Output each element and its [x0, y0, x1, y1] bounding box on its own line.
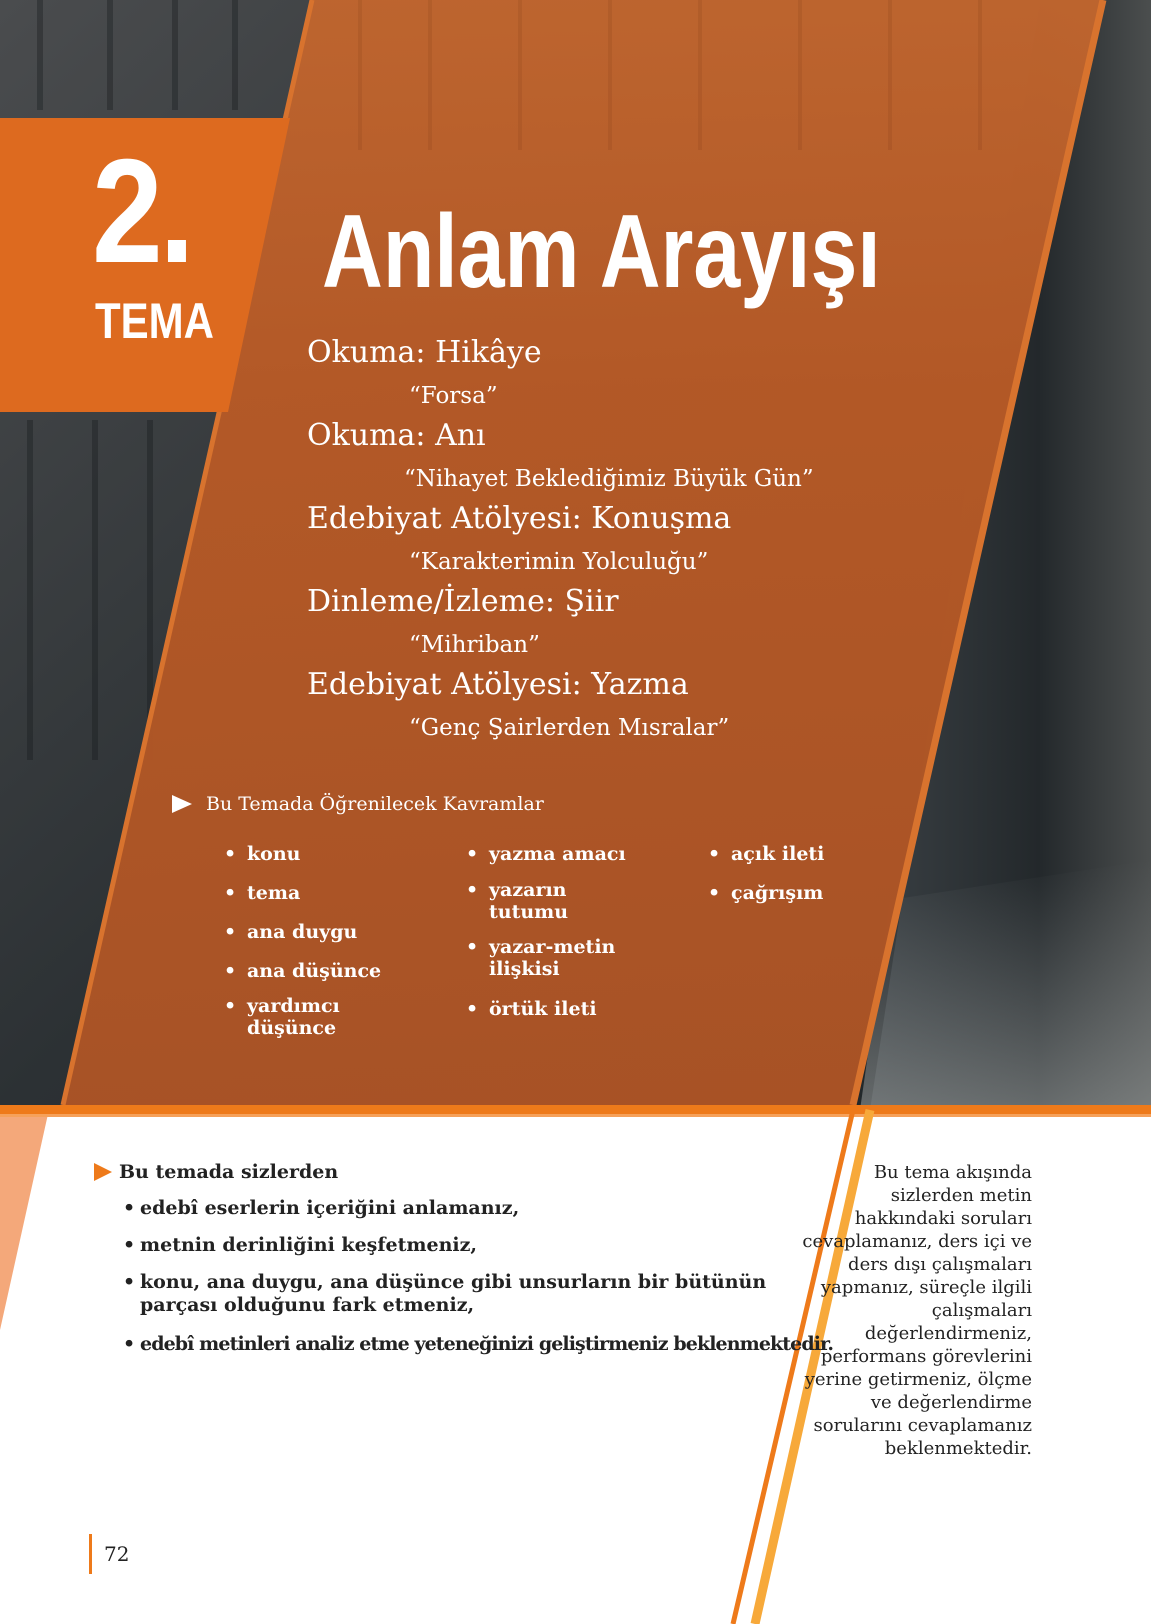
concept-item: • yazar-metin ilişkisi: [466, 936, 639, 981]
concept-item: • çağrışım: [708, 882, 911, 904]
theme-number: 2.: [92, 129, 192, 294]
concepts-heading-text: Bu Temada Öğrenilecek Kavramlar: [206, 793, 544, 815]
play-triangle-icon: [94, 1163, 112, 1181]
theme-title: Anlam Arayışı: [322, 194, 881, 310]
concept-item: • tema: [224, 882, 427, 904]
reading-title: “Genç Şairlerden Mısralar”: [409, 715, 730, 741]
reading-heading: Okuma: Hikâye: [307, 335, 542, 370]
concept-item: • yazma amacı: [466, 843, 669, 865]
reading-heading: Edebiyat Atölyesi: Yazma: [307, 667, 689, 702]
concept-item: • yardımcı düşünce: [224, 995, 377, 1040]
reading-title: “Forsa”: [409, 383, 498, 409]
reading-title: “Nihayet Beklediğimiz Büyük Gün”: [404, 466, 814, 492]
divider-band-light: [0, 1114, 1151, 1117]
theme-label: TEMA: [95, 293, 214, 349]
concept-item: • ana duygu: [224, 921, 427, 943]
play-triangle-icon: [172, 795, 192, 813]
side-note: Bu tema akışında sizlerden metin hakkındaki soruları cevaplamanız, ders içi ve ders dışı çalışmaları yapmanız, süreçle ilgili çalışmaları değerlendirmeniz, performans görevlerini yerine getirmeniz, ölçme ve değerlendirme sorularını cevaplamanız beklenmektedir.: [802, 1162, 1032, 1459]
reading-heading: Dinleme/İzleme: Şiir: [307, 584, 619, 619]
reading-heading: Edebiyat Atölyesi: Konuşma: [307, 501, 732, 536]
concept-item: • konu: [224, 843, 427, 865]
concept-item: • ana düşünce: [224, 960, 427, 982]
bottom-left-triangle: [0, 1105, 50, 1330]
reading-title: “Karakterimin Yolculuğu”: [409, 549, 709, 575]
concept-item: • açık ileti: [708, 843, 911, 865]
page-number: 72: [104, 1542, 130, 1566]
concept-item: • yazarın tutumu: [466, 879, 609, 924]
expectation-item: • konu, ana duygu, ana düşünce gibi unsurların bir bütünün parçası olduğunu fark etmeniz,: [123, 1271, 805, 1317]
concepts-heading: [172, 793, 544, 815]
concept-item: • örtük ileti: [466, 998, 669, 1020]
page-number-bar: [89, 1534, 92, 1574]
expectations-heading-text: Bu temada sizlerden: [119, 1161, 339, 1183]
expectation-item: • edebî eserlerin içeriğini anlamanız,: [123, 1197, 805, 1220]
reading-title: “Mihriban”: [409, 632, 540, 658]
reading-heading: Okuma: Anı: [307, 418, 486, 453]
expectation-item: • edebî metinleri analiz etme yeteneğinizi geliştirmeniz beklenmektedir.: [123, 1333, 805, 1356]
expectations-heading: [94, 1161, 338, 1183]
expectation-item: • metnin derinliğini keşfetmeniz,: [123, 1234, 805, 1257]
